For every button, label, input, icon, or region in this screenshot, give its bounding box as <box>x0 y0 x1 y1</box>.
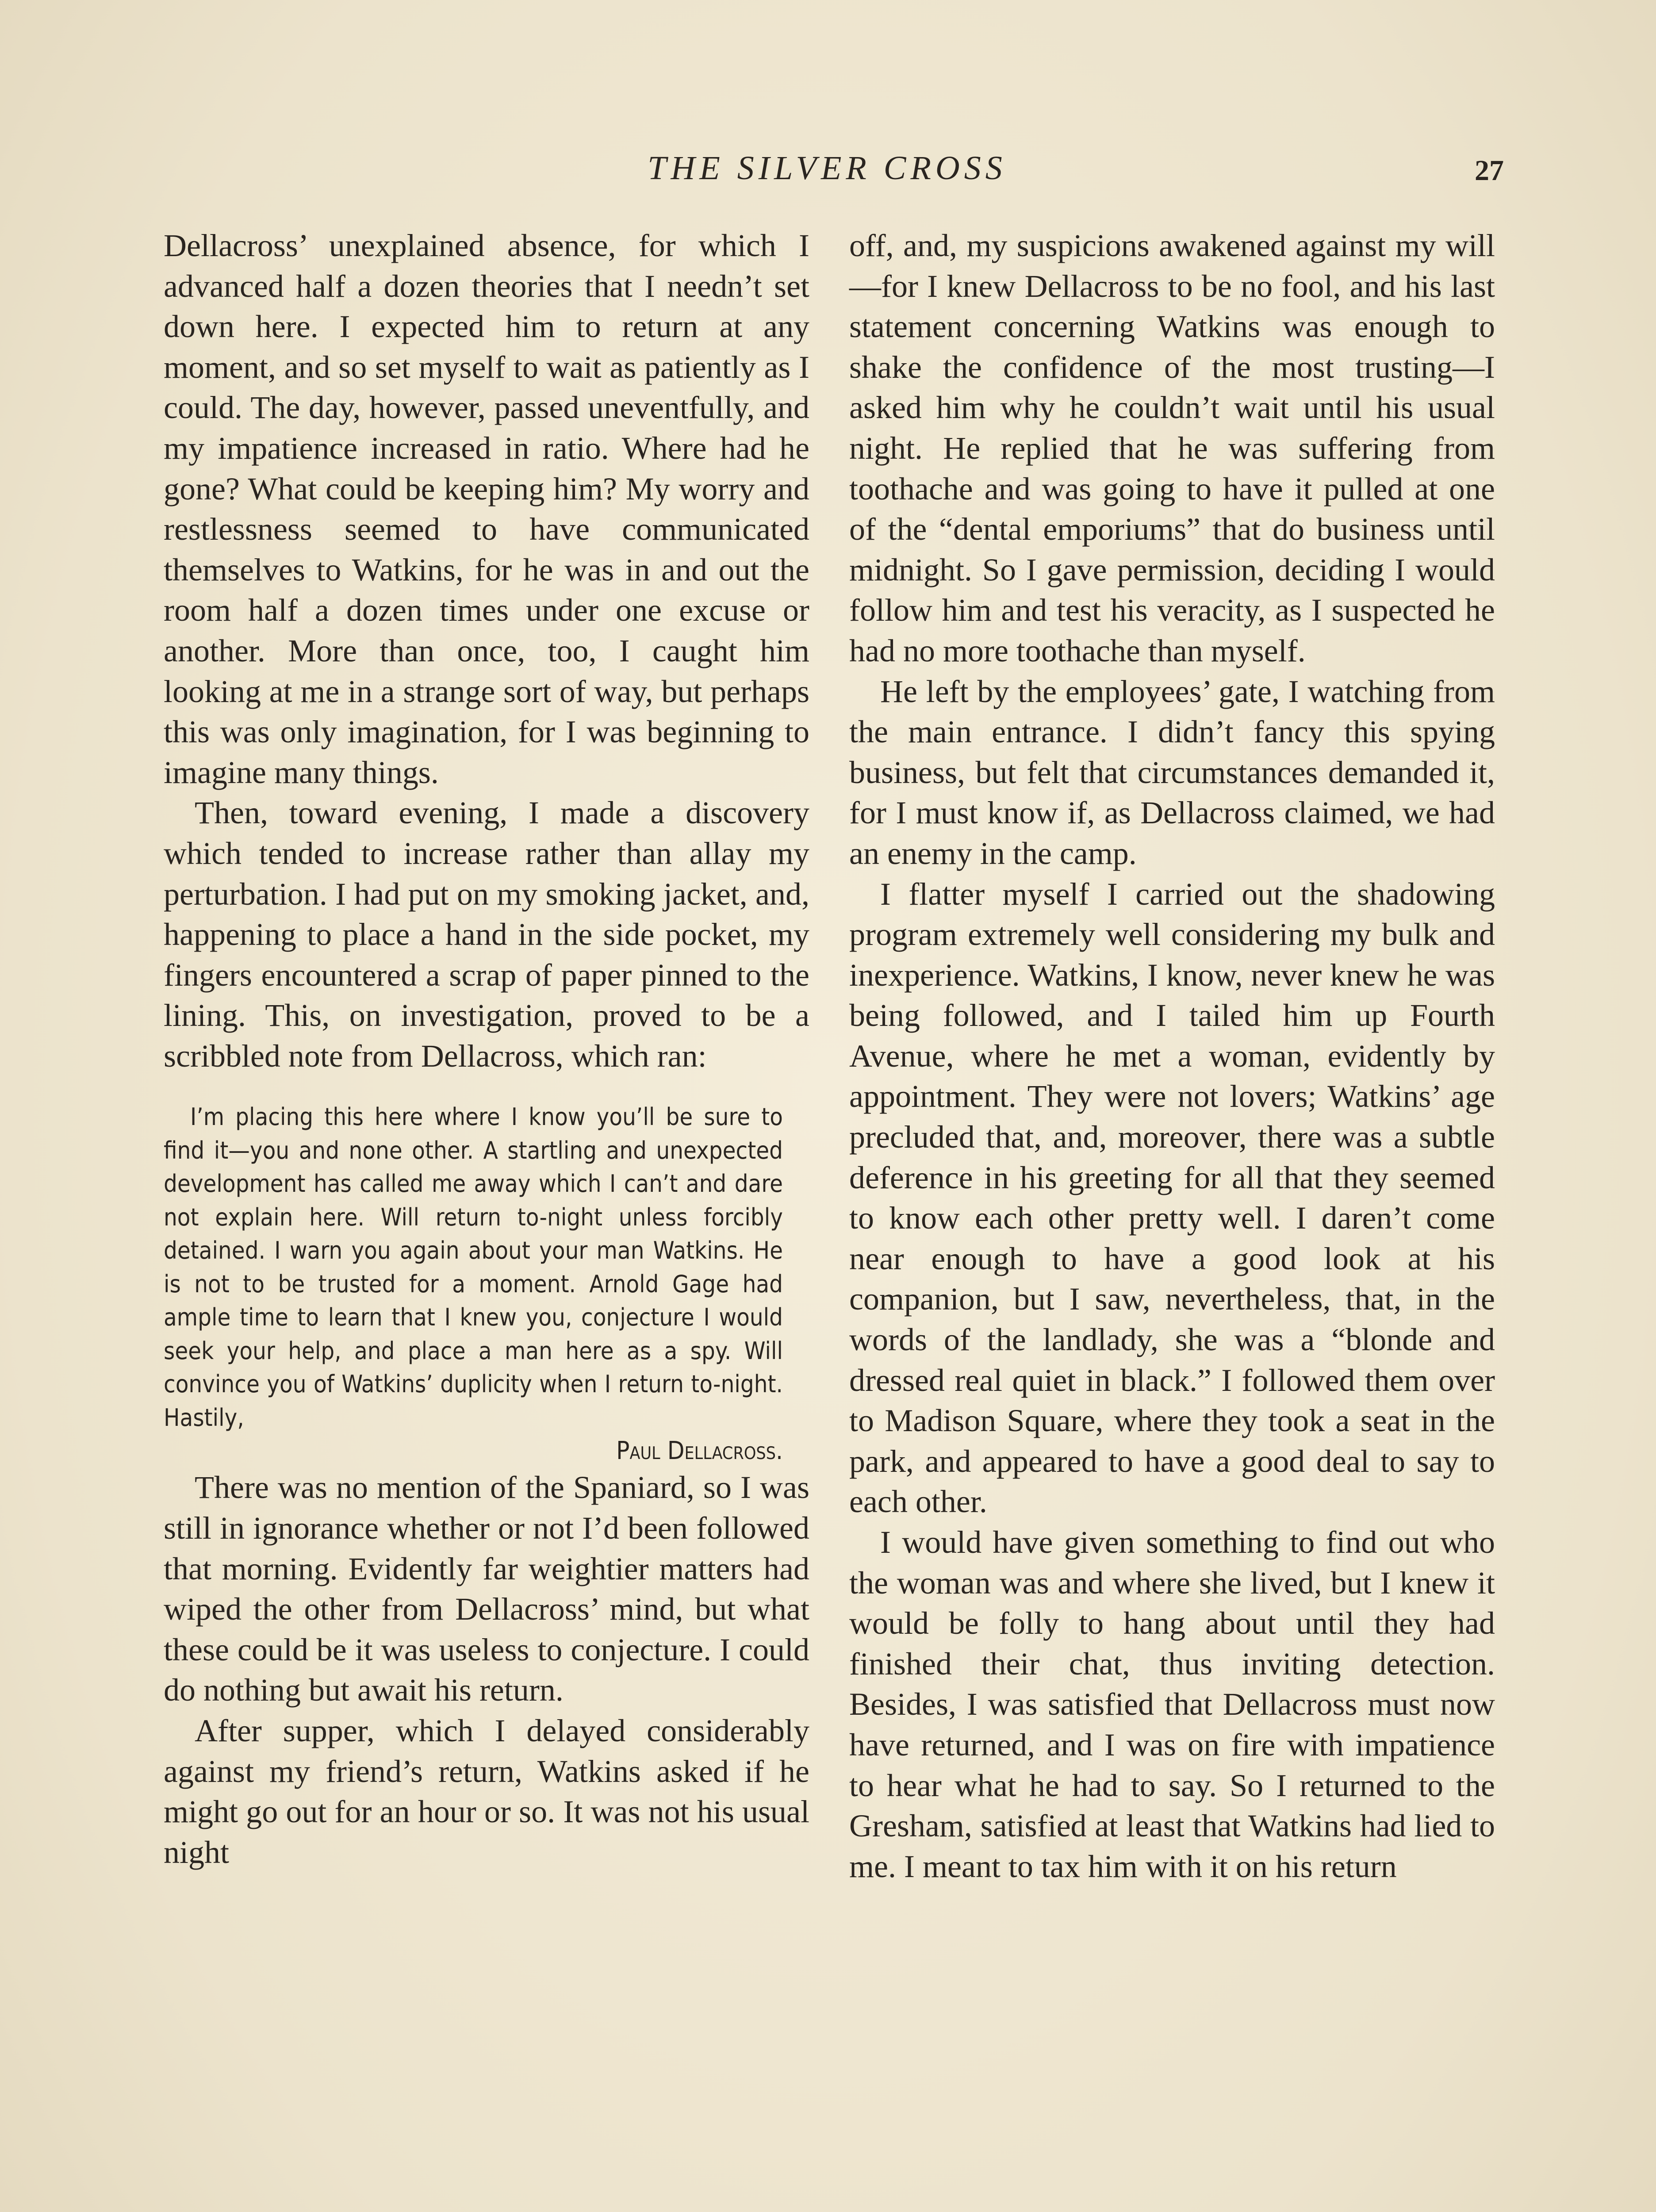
paragraph: Dellacross’ unexplained absence, for which I advanced half a dozen theories that I needn’t set down here. I expected him to return at any moment, and so set myself to wait as patiently as I could. The day, however, passed uneventfully, and my impatience increased in ratio. Where had he gone? What could be keeping him? My worry and restlessness seemed to have communicated themselves to Watkins, for he was in and out the room half a dozen times under one excuse or another. More than once, too, I caught him looking at me in a strange sort of way, but perhaps this was only imagination, for I was beginning to imagine many things. <box>164 228 809 790</box>
paragraph: He left by the employees’ gate, I watching from the main entrance. I didn’t fancy this spying business, but felt that circumstances demanded it, for I must know if, as Dellacross claimed, we had an enemy in the camp. <box>849 673 1495 871</box>
left-column <box>164 226 809 1873</box>
note-text: I’m placing this here where I know you’ll be sure to find it—you and none other. A startling and unexpected development has called me away which I can’t and dare not explain here. Will return to-night unless forcibly detained. I warn you again about your man Watkins. He is not to be trusted for a moment. Arnold Gage had ample time to learn that I knew you, conjecture I would seek your help, and place a man here as a spy. Will convince you of Watkins’ duplicity when I return to-night. Hastily, <box>164 1103 783 1432</box>
right-column <box>849 226 1495 1887</box>
running-head <box>0 146 1656 199</box>
paragraph: I would have given something to find out who the woman was and where she lived, but I knew it would be folly to hang about until they had finished their chat, thus inviting detection. Besides, I was satisfied that Dellacross must now have returned, and I was on fire with impatience to hear what he had to say. So I returned to the Gresham, satisfied at least that Watkins had lied to me. I meant to tax him with it on his return <box>849 1525 1495 1884</box>
paragraph: Then, toward evening, I made a discovery which tended to increase rather than allay my perturbation. I had put on my smoking jacket, and, happening to place a hand in the side pocket, my fingers encountered a scrap of paper pinned to the lining. This, on investigation, proved to be a scribbled note from Dellacross, which ran: <box>164 795 809 1074</box>
note-signature: Paul Dellacross. <box>616 1436 783 1466</box>
page-number: 27 <box>1475 154 1504 187</box>
running-title: THE SILVER CROSS <box>648 150 1007 187</box>
quoted-note <box>164 1100 783 1467</box>
paragraph: I flatter myself I carried out the shadowing program extremely well considering my bulk and inexperience. Watkins, I know, never knew he was being followed, and I tailed him up Fourth Avenue, where he met a woman, evidently by appointment. They were not lovers; Watkins’ age precluded that, and, moreover, there was a subtle deference in his greeting for all that they seemed to know each other pretty well. I daren’t come near enough to have a good look at his companion, but I saw, nevertheless, that, in the words of the landlady, she was a “blonde and dressed real quiet in black.” I followed them over to Madison Square, where they took a seat in the park, and appeared to have a good deal to say to each other. <box>849 876 1495 1520</box>
paragraph: off, and, my suspicions awakened against my will—for I knew Dellacross to be no fool, and his last statement concerning Watkins was enough to shake the confidence of the most trusting—I asked him why he couldn’t wait until his usual night. He replied that he was suffering from toothache and was going to have it pulled at one of the “dental emporiums” that do business until midnight. So I gave permission, deciding I would follow him and test his veracity, as I suspected he had no more toothache than myself. <box>849 228 1495 668</box>
paragraph: After supper, which I delayed considerably against my friend’s return, Watkins asked if he might go out for an hour or so. It was not his usual night <box>164 1713 809 1870</box>
paragraph: There was no mention of the Spaniard, so I was still in ignorance whether or not I’d been followed that morning. Evidently far weightier matters had wiped the other from Dellacross’ mind, but what these could be it was useless to conjecture. I could do nothing but await his return. <box>164 1470 809 1708</box>
